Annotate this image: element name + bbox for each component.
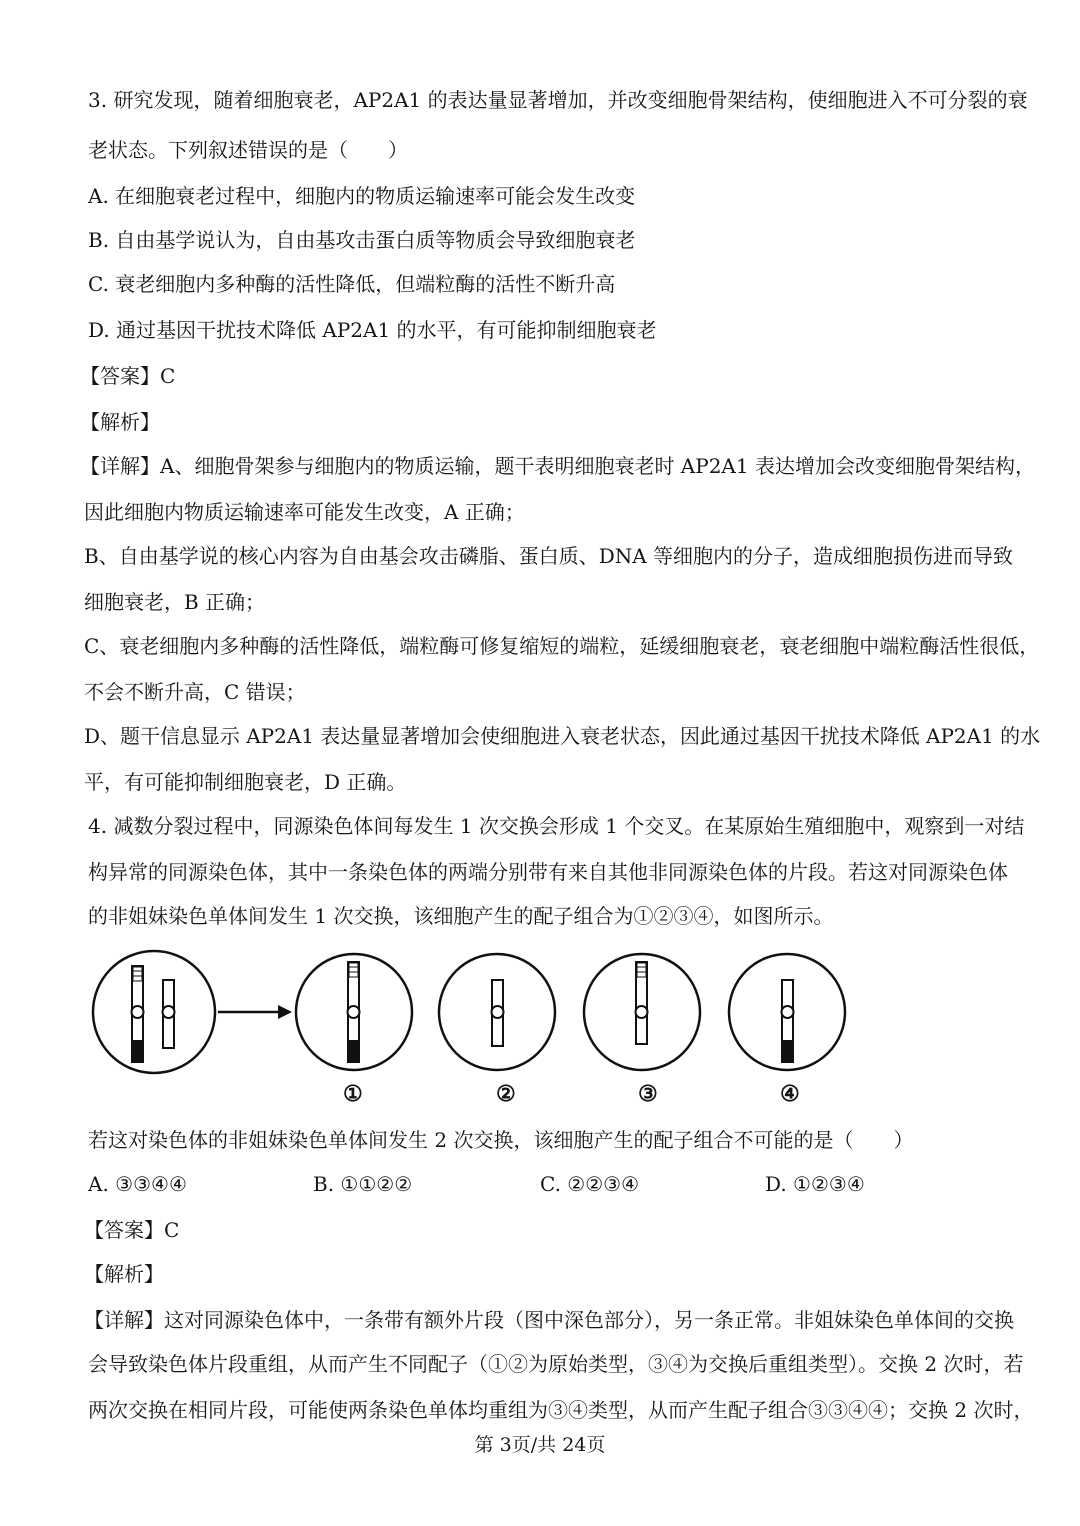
answer-tag: 【答案】 xyxy=(84,1218,164,1242)
q4-stem-line-1: 4. 减数分裂过程中，同源染色体间每发生 1 次交换会形成 1 个交叉。在某原始生殖细胞中，观察到一对结 xyxy=(88,814,1025,838)
detail-text: 这对同源染色体中，一条带有额外片段（图中深色部分），另一条正常。非姐妹染色单体间的交换 xyxy=(164,1308,1014,1332)
q4-question: 若这对染色体的非姐妹染色单体间发生 2 次交换，该细胞产生的配子组合不可能的是（ ） xyxy=(88,1128,914,1152)
q3-detail-line-8: 平，有可能抑制细胞衰老，D 正确。 xyxy=(84,770,407,794)
q4-option-a: A. ③③④④ xyxy=(88,1172,187,1196)
q3-analysis-tag: 【解析】 xyxy=(80,410,160,434)
q4-detail-line-3: 两次交换在相同片段，可能使两条染色单体均重组为③④类型，从而产生配子组合③③④④；交换 2 次时， xyxy=(88,1398,1034,1422)
figure-label-3: ③ xyxy=(638,1081,658,1107)
original-cell xyxy=(93,951,215,1073)
q3-option-c: C. 衰老细胞内多种酶的活性降低，但端粒酶的活性不断升高 xyxy=(88,272,616,296)
gamete-4 xyxy=(729,954,845,1070)
q4-option-c: C. ②②③④ xyxy=(540,1172,640,1196)
q3-option-b: B. 自由基学说认为，自由基攻击蛋白质等物质会导致细胞衰老 xyxy=(88,228,636,252)
q3-detail-line-2: 因此细胞内物质运输速率可能发生改变，A 正确； xyxy=(84,500,525,524)
q3-detail-line-6: 不会不断升高，C 错误； xyxy=(84,680,306,704)
answer-value: C xyxy=(164,1218,180,1242)
gamete-2 xyxy=(439,954,555,1070)
q3-answer xyxy=(80,362,175,390)
q4-detail-line-1 xyxy=(84,1306,1014,1334)
q3-option-a: A. 在细胞衰老过程中，细胞内的物质运输速率可能会发生改变 xyxy=(88,184,636,208)
q3-option-d: D. 通过基因干扰技术降低 AP2A1 的水平，有可能抑制细胞衰老 xyxy=(88,318,657,342)
q3-stem-line-2: 老状态。下列叙述错误的是（ ） xyxy=(88,138,408,162)
q3-detail-line-3: B、自由基学说的核心内容为自由基会攻击磷脂、蛋白质、DNA 等细胞内的分子，造成细胞损伤进而导致 xyxy=(84,544,1014,568)
q3-detail-line-4: 细胞衰老，B 正确； xyxy=(84,590,266,614)
gamete-1 xyxy=(296,954,412,1070)
q3-detail-line-1 xyxy=(80,452,1035,480)
q4-stem-line-3: 的非姐妹染色单体间发生 1 次交换，该细胞产生的配子组合为①②③④，如图所示。 xyxy=(88,904,834,928)
q4-answer xyxy=(84,1216,179,1244)
answer-value: C xyxy=(160,364,176,388)
answer-tag: 【答案】 xyxy=(80,364,160,388)
arrow-icon xyxy=(218,1005,292,1019)
q3-stem-line-1: 3. 研究发现，随着细胞衰老，AP2A1 的表达量显著增加，并改变细胞骨架结构，使细胞进入不可分裂的衰 xyxy=(88,88,1028,112)
q4-analysis-tag: 【解析】 xyxy=(84,1262,164,1286)
q4-option-d: D. ①②③④ xyxy=(765,1172,865,1196)
q4-stem-line-2: 构异常的同源染色体，其中一条染色体的两端分别带有来自其他非同源染色体的片段。若这对同源染色体 xyxy=(88,860,1008,884)
figure-label-2: ② xyxy=(496,1081,516,1107)
figure-label-4: ④ xyxy=(780,1081,800,1107)
figure-label-1: ① xyxy=(343,1081,363,1107)
q4-option-b: B. ①①②② xyxy=(313,1172,413,1196)
q3-detail-line-7: D、题干信息显示 AP2A1 表达量显著增加会使细胞进入衰老状态，因此通过基因干扰技术降低 AP2A1 的水 xyxy=(84,724,1041,748)
detail-text: A、细胞骨架参与细胞内的物质运输，题干表明细胞衰老时 AP2A1 表达增加会改变细胞骨架结构， xyxy=(160,454,1035,478)
page-footer: 第 3页/共 24页 xyxy=(474,1434,606,1456)
q4-detail-line-2: 会导致染色体片段重组，从而产生不同配子（①②为原始类型，③④为交换后重组类型）。交换 2 次时，若 xyxy=(88,1352,1024,1376)
q3-detail-line-5: C、衰老细胞内多种酶的活性降低，端粒酶可修复缩短的端粒，延缓细胞衰老，衰老细胞中端粒酶活性很低， xyxy=(84,634,1040,658)
detail-tag: 【详解】 xyxy=(80,454,160,478)
detail-tag: 【详解】 xyxy=(84,1308,164,1332)
gamete-3 xyxy=(584,954,700,1070)
